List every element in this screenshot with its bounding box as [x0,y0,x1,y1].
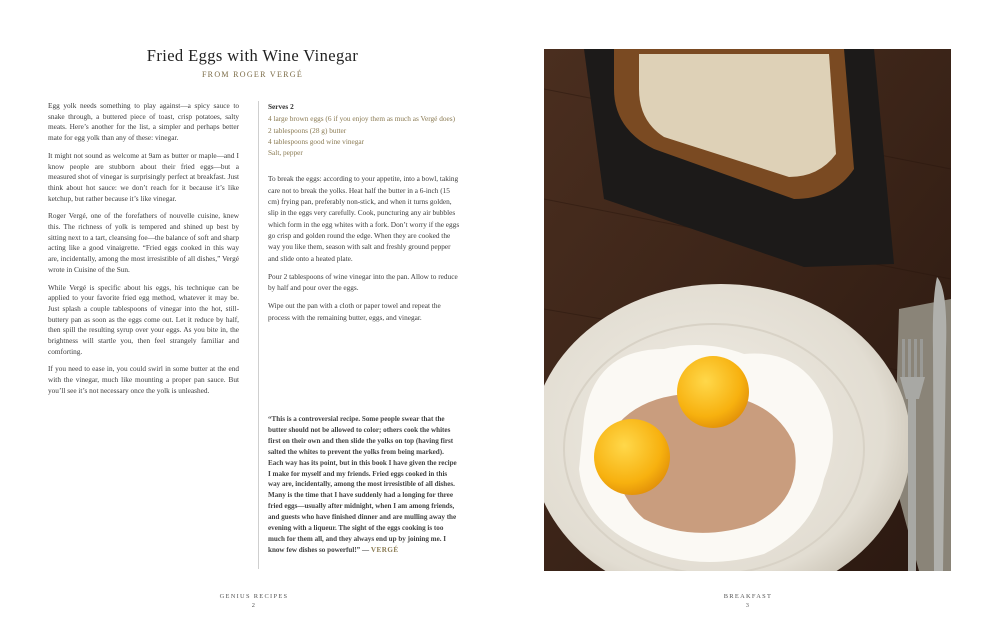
ingredient-item: 4 large brown eggs (6 if you enjoy them as much as Vergé does) [268,114,456,124]
ingredient-item: Salt, pepper [268,148,303,158]
egg-yolk-left [594,419,670,495]
quote-author: VERGÉ [370,545,399,554]
left-page-folio [194,592,314,610]
intro-paragraph-3: Roger Vergé, one of the forefathers of nouvelle cuisine, knew this. The richness of yolk is tempered and shined up best by sitting next to a tart, cleansing foe—the balance of soft and sharp acting like a good vinaigrette. “Fried eggs cooked in this way are, incidentally, among the most irresistible of all dishes,” Vergé wrote in Cuisine of the Sun. [48,211,239,274]
method-text [268,173,460,323]
recipe-title: Fried Eggs with Wine Vinegar [146,46,359,65]
ingredient-item: 4 tablespoons good wine vinegar [268,136,365,146]
ingredients-list [268,113,460,158]
intro-paragraph-1: Egg yolk needs something to play against—a spicy sauce to snake through, a buttered piece of toast, crisp potatoes, salty meats. Here’s another for the list, a simpler and perhaps better mate for egg yolk than any of these: vinegar. [48,101,239,143]
intro-paragraph-5: If you need to ease in, you could swirl in some butter at the end with the vinegar, much like mounting a proper pan sauce. But you’ll see it’s not necessary once the yolk is unleashed. [48,364,239,395]
method-step-1: To break the eggs: according to your appetite, into a bowl, taking care not to break the yolks. Heat half the butter in a 6-inch (15 cm) frying pan, preferably non-stick, and when it turns golden, slip in the eggs very carefully. Cook, puncturing any air bubbles which form in the egg whites with a fork. Don’t worry if the eggs go crisp and golden round the edge. When they are cooked the way you like them, season with salt and freshly ground pepper and slide onto a heated plate. [268,174,460,263]
left-running-title: GENIUS RECIPES [219,593,289,600]
quote-text: “This is a controversial recipe. Some people swear that the butter should not be allowed to color; others cook the whites first on their own and then slide the yolks on top (having first salted the whites to prevent the yolks from being marked). Each way has its point, but in this book I have given the recipe I make for myself and my friends. Fried eggs cooked in this way are, incidentally, among the most irresistible of all dishes. Many is the time that I have suddenly had a longing for three fried eggs—usually after midnight, when I am among friends, and guests who have finished dinner and are mulling away the evening with a liqueur. The sight of the eggs cooking is too much for them all, and they always end up by joining me. I know few dishes so powerful!” — [268,415,457,554]
left-page-number: 2 [251,602,257,609]
column-divider [258,101,259,569]
intro-paragraph-2: It might not sound as welcome at 9am as butter or maple—and I know people are stubborn about their fried eggs—but a measured shot of vinegar is surprisingly perfect at breakfast. Just think about hot sauce: we don’t reach for it because it’s like ketchup, but rather because it’s like vinegar. [48,150,239,203]
method-step-2: Pour 2 tablespoons of wine vinegar into the pan. Allow to reduce by half and pour over the eggs. [268,271,458,293]
intro-text [48,101,239,404]
right-page-folio [688,592,808,610]
right-running-title: BREAKFAST [723,593,773,600]
chef-quote [268,414,460,556]
recipe-column [268,101,460,330]
method-step-3: Wipe out the pan with a cloth or paper towel and repeat the process with the remaining butter, eggs, and vinegar. [268,301,441,322]
intro-paragraph-4: While Vergé is specific about his eggs, his technique can be applied to your favorite fried egg method, whatever it may be. Just splash a couple tablespoons of vinegar into the hot, still-buttery pan as soon as the eggs come out. Let it reduce by half, then spill the resulting syrup over your eggs. As you bite in, the brightness will startle you, then feel strangely familiar and comforting. [48,282,239,356]
right-page-number: 3 [745,602,751,609]
fried-eggs-photo [544,49,951,571]
egg-yolk-right [677,356,749,428]
ingredient-item: 2 tablespoons (28 g) butter [268,125,347,135]
serves-label: Serves 2 [268,102,294,111]
recipe-attribution: FROM ROGER VERGÉ [201,70,304,79]
